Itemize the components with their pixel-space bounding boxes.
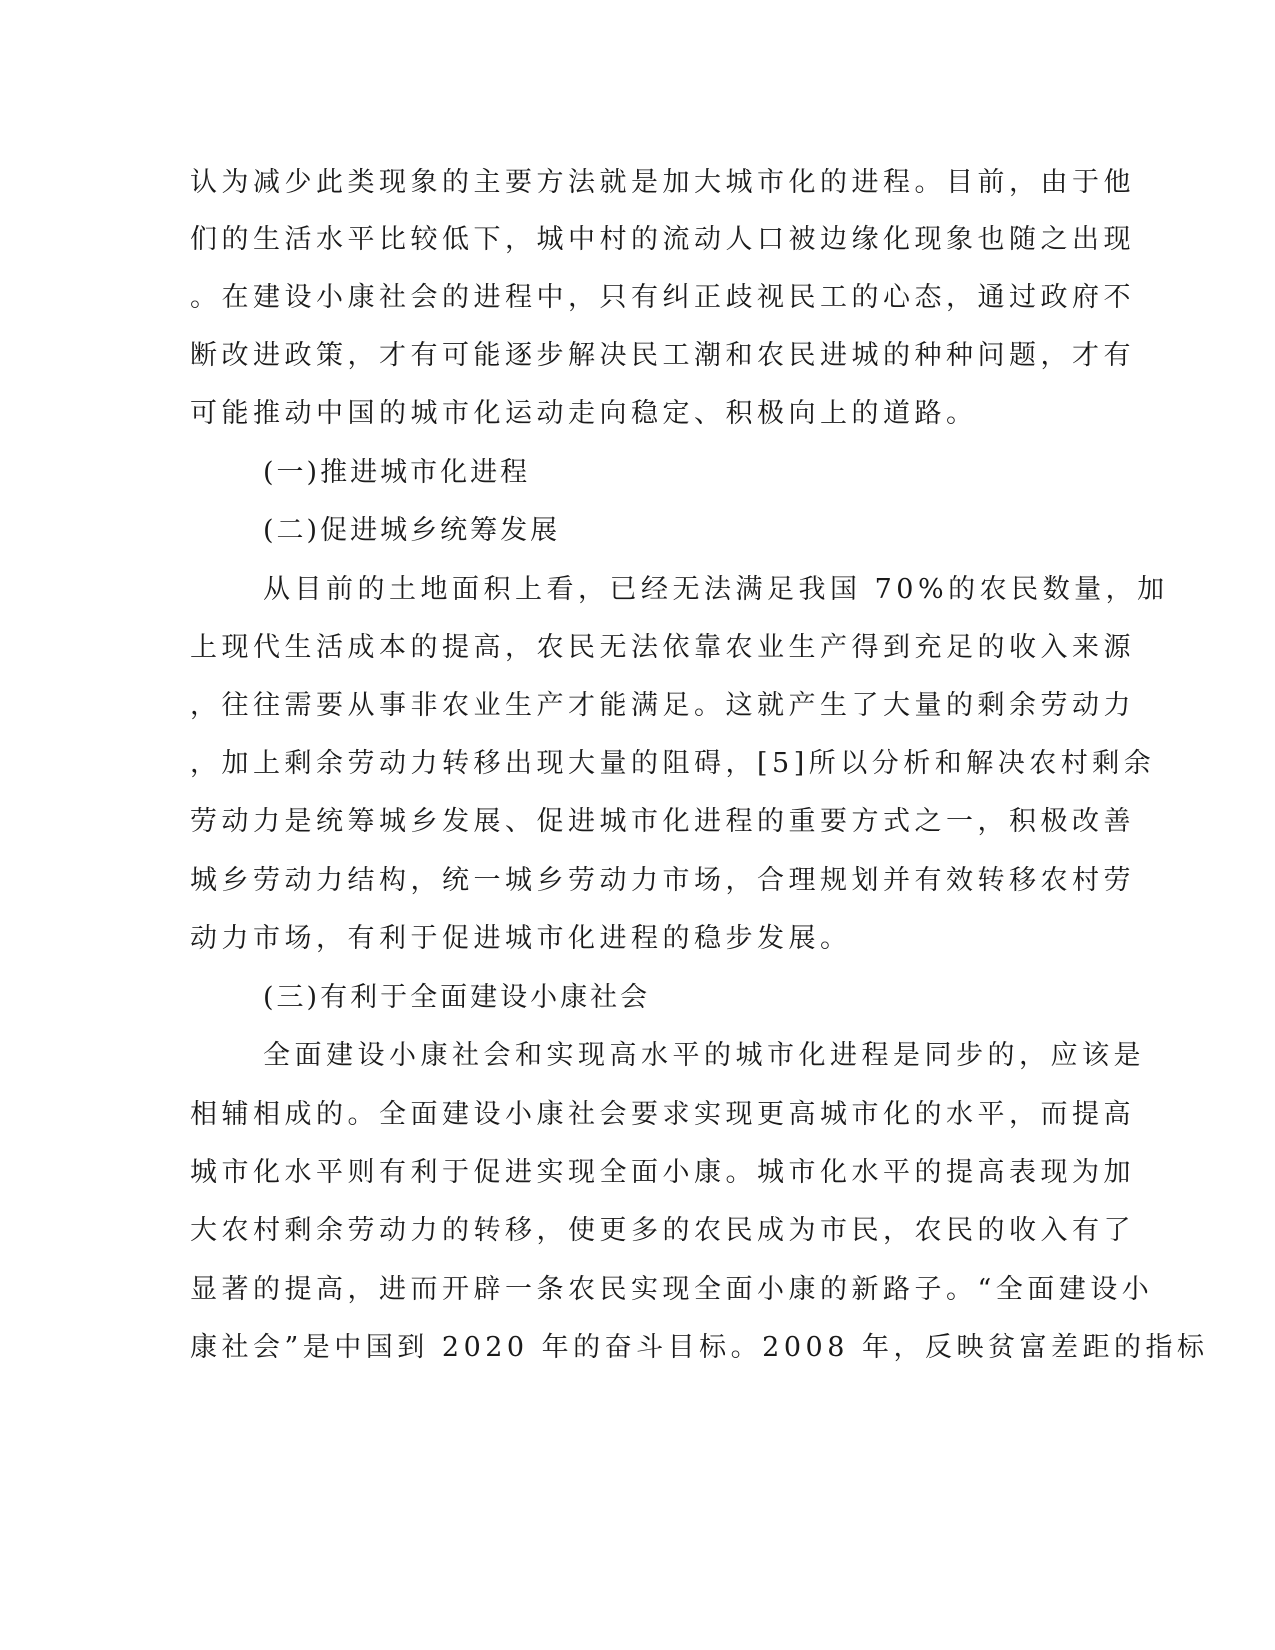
paragraph-line: 全面建设小康社会和实现高水平的城市化进程是同步的，应该是	[263, 1040, 1145, 1071]
paragraph-line: 从目前的土地面积上看，已经无法满足我国 70%的农民数量，加	[263, 574, 1169, 605]
paragraph-line: 康社会”是中国到 2020 年的奋斗目标。2008 年，反映贫富差距的指标	[190, 1332, 1209, 1363]
paragraph-line: 劳动力是统筹城乡发展、促进城市化进程的重要方式之一，积极改善	[190, 806, 1135, 837]
paragraph-line: 认为减少此类现象的主要方法就是加大城市化的进程。目前，由于他	[190, 167, 1135, 198]
paragraph-line: 可能推动中国的城市化运动走向稳定、积极向上的道路。	[190, 398, 978, 429]
section-heading: (二)促进城乡统筹发展	[263, 515, 561, 546]
paragraph-line: ，往往需要从事非农业生产才能满足。这就产生了大量的剩余劳动力	[190, 690, 1135, 721]
paragraph-line: 断改进政策，才有可能逐步解决民工潮和农民进城的种种问题，才有	[190, 340, 1135, 371]
paragraph-line: 们的生活水平比较低下，城中村的流动人口被边缘化现象也随之出现	[190, 224, 1135, 255]
paragraph-line: 城乡劳动力结构，统一城乡劳动力市场，合理规划并有效转移农村劳	[190, 865, 1135, 896]
paragraph-line: 上现代生活成本的提高，农民无法依靠农业生产得到充足的收入来源	[190, 632, 1135, 663]
section-heading: (三)有利于全面建设小康社会	[263, 982, 651, 1013]
paragraph-line: 。在建设小康社会的进程中，只有纠正歧视民工的心态，通过政府不	[190, 282, 1135, 313]
paragraph-line: ，加上剩余劳动力转移出现大量的阻碍，[5]所以分析和解决农村剩余	[190, 748, 1156, 779]
paragraph-line: 动力市场，有利于促进城市化进程的稳步发展。	[190, 923, 852, 954]
paragraph-line: 相辅相成的。全面建设小康社会要求实现更高城市化的水平，而提高	[190, 1099, 1135, 1130]
paragraph-line: 大农村剩余劳动力的转移，使更多的农民成为市民，农民的收入有了	[190, 1215, 1135, 1246]
paragraph-line: 显著的提高，进而开辟一条农民实现全面小康的新路子。“全面建设小	[190, 1274, 1154, 1305]
paragraph-line: 城市化水平则有利于促进实现全面小康。城市化水平的提高表现为加	[190, 1157, 1135, 1188]
section-heading: (一)推进城市化进程	[263, 457, 531, 488]
